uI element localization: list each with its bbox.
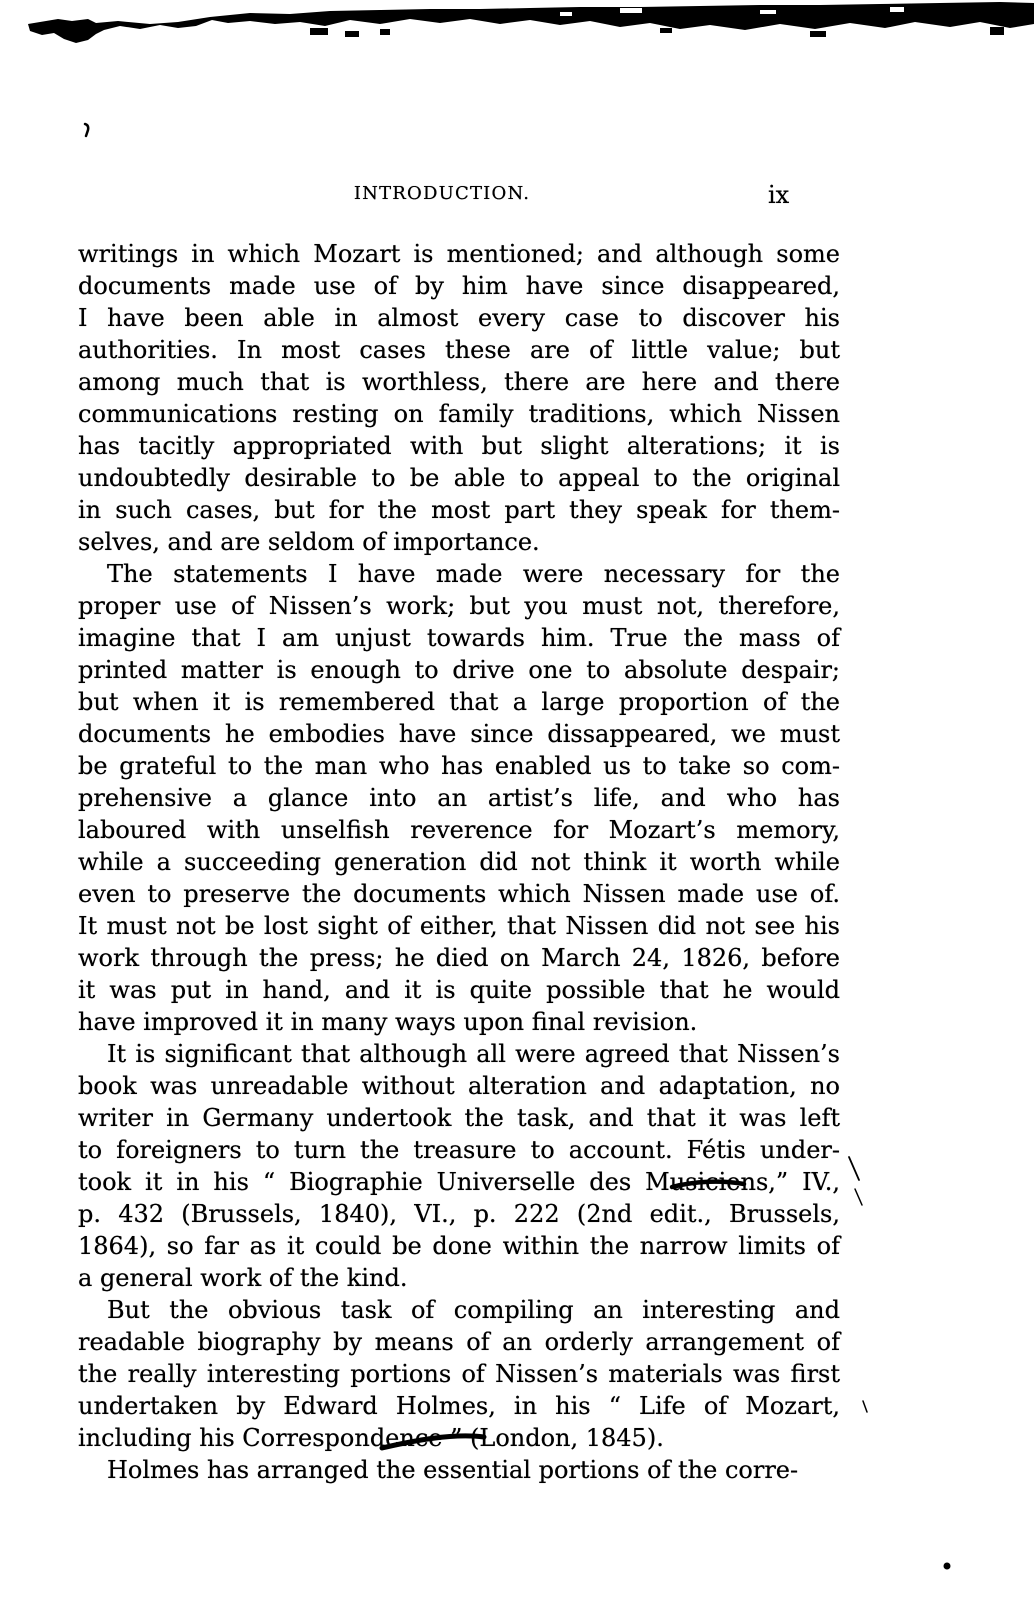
scan-speck bbox=[990, 27, 1004, 35]
text-line: while a succeeding generation did not think it worth while bbox=[78, 848, 840, 876]
text-line: it was put in hand, and it is quite possible that he would bbox=[78, 976, 840, 1004]
scan-speck bbox=[345, 31, 359, 37]
scan-hole bbox=[890, 7, 904, 12]
scan-edge-shape bbox=[28, 2, 1034, 43]
scan-edge-artifact bbox=[0, 0, 1034, 60]
text-line: Holmes has arranged the essential portions of the corre- bbox=[107, 1456, 799, 1484]
scan-hole bbox=[760, 10, 776, 14]
scan-hole bbox=[560, 12, 572, 16]
text-line: took it in his “ Biographie Universelle des Musiciens,” IV., bbox=[78, 1168, 840, 1196]
text-line: 1864), so far as it could be done within the narrow limits of bbox=[78, 1232, 840, 1260]
text-line: in such cases, but for the most part they speak for them- bbox=[78, 496, 840, 524]
text-line: have improved it in many ways upon final revision. bbox=[78, 1008, 698, 1036]
text-line: undoubtedly desirable to be able to appeal to the original bbox=[78, 464, 840, 492]
text-line: among much that is worthless, there are here and there bbox=[78, 368, 840, 396]
scan-speck bbox=[810, 31, 826, 37]
text-line: The statements I have made were necessary for the bbox=[107, 560, 840, 588]
scan-speck bbox=[310, 28, 328, 35]
text-line: writer in Germany undertook the task, and that it was left bbox=[78, 1104, 840, 1132]
text-line: But the obvious task of compiling an interesting and bbox=[107, 1296, 840, 1324]
page-body bbox=[78, 238, 840, 1486]
text-line: readable biography by means of an orderly arrangement of bbox=[78, 1328, 840, 1356]
text-line: authorities. In most cases these are of little value; but bbox=[78, 336, 840, 364]
text-line: undertaken by Edward Holmes, in his “ Life of Mozart, bbox=[78, 1392, 840, 1420]
running-header-title: INTRODUCTION. bbox=[353, 183, 531, 204]
text-line: proper use of Nissen’s work; but you must not, therefore, bbox=[78, 592, 840, 620]
margin-stroke-1 bbox=[849, 1157, 859, 1180]
text-line: documents made use of by him have since disappeared, bbox=[78, 272, 840, 300]
ink-speck-top-left bbox=[85, 124, 88, 136]
text-line: a general work of the kind. bbox=[78, 1264, 408, 1292]
scan-hole bbox=[620, 8, 642, 13]
text-line: writings in which Mozart is mentioned; and although some bbox=[78, 240, 840, 268]
text-line: including his Correspondence ” (London, 1845). bbox=[78, 1424, 664, 1452]
text-line: the really interesting portions of Nissen’s materials was first bbox=[78, 1360, 840, 1388]
margin-tick bbox=[863, 1401, 867, 1412]
text-line: book was unreadable without alteration and adaptation, no bbox=[78, 1072, 840, 1100]
text-line: to foreigners to turn the treasure to account. Fétis under- bbox=[78, 1136, 840, 1164]
text-line: imagine that I am unjust towards him. True the mass of bbox=[78, 624, 840, 652]
text-line: I have been able in almost every case to discover his bbox=[78, 304, 840, 332]
text-line: has tacitly appropriated with but slight alterations; it is bbox=[78, 432, 840, 460]
margin-stroke-2 bbox=[855, 1189, 862, 1205]
scan-speck bbox=[660, 28, 672, 33]
text-line: documents he embodies have since dissappeared, we must bbox=[78, 720, 840, 748]
text-line: communications resting on family traditions, which Nissen bbox=[78, 400, 840, 428]
text-line: but when it is remembered that a large proportion of the bbox=[78, 688, 840, 716]
text-line: selves, and are seldom of importance. bbox=[78, 528, 540, 556]
text-line: even to preserve the documents which Nissen made use of. bbox=[78, 880, 840, 908]
text-line: prehensive a glance into an artist’s life, and who has bbox=[78, 784, 840, 812]
ink-dot-bottom-right bbox=[944, 1563, 951, 1570]
text-line: be grateful to the man who has enabled us to take so com- bbox=[78, 752, 840, 780]
text-line: printed matter is enough to drive one to absolute despair; bbox=[78, 656, 840, 684]
text-line: It is significant that although all were agreed that Nissen’s bbox=[107, 1040, 840, 1068]
scan-speck bbox=[380, 29, 390, 35]
text-line: p. 432 (Brussels, 1840), VI., p. 222 (2nd edit., Brussels, bbox=[78, 1200, 840, 1228]
page-number: ix bbox=[768, 181, 790, 209]
text-line: work through the press; he died on March 24, 1826, before bbox=[78, 944, 840, 972]
text-line: It must not be lost sight of either, that Nissen did not see his bbox=[78, 912, 840, 940]
text-line: laboured with unselfish reverence for Mozart’s memory, bbox=[78, 816, 840, 844]
